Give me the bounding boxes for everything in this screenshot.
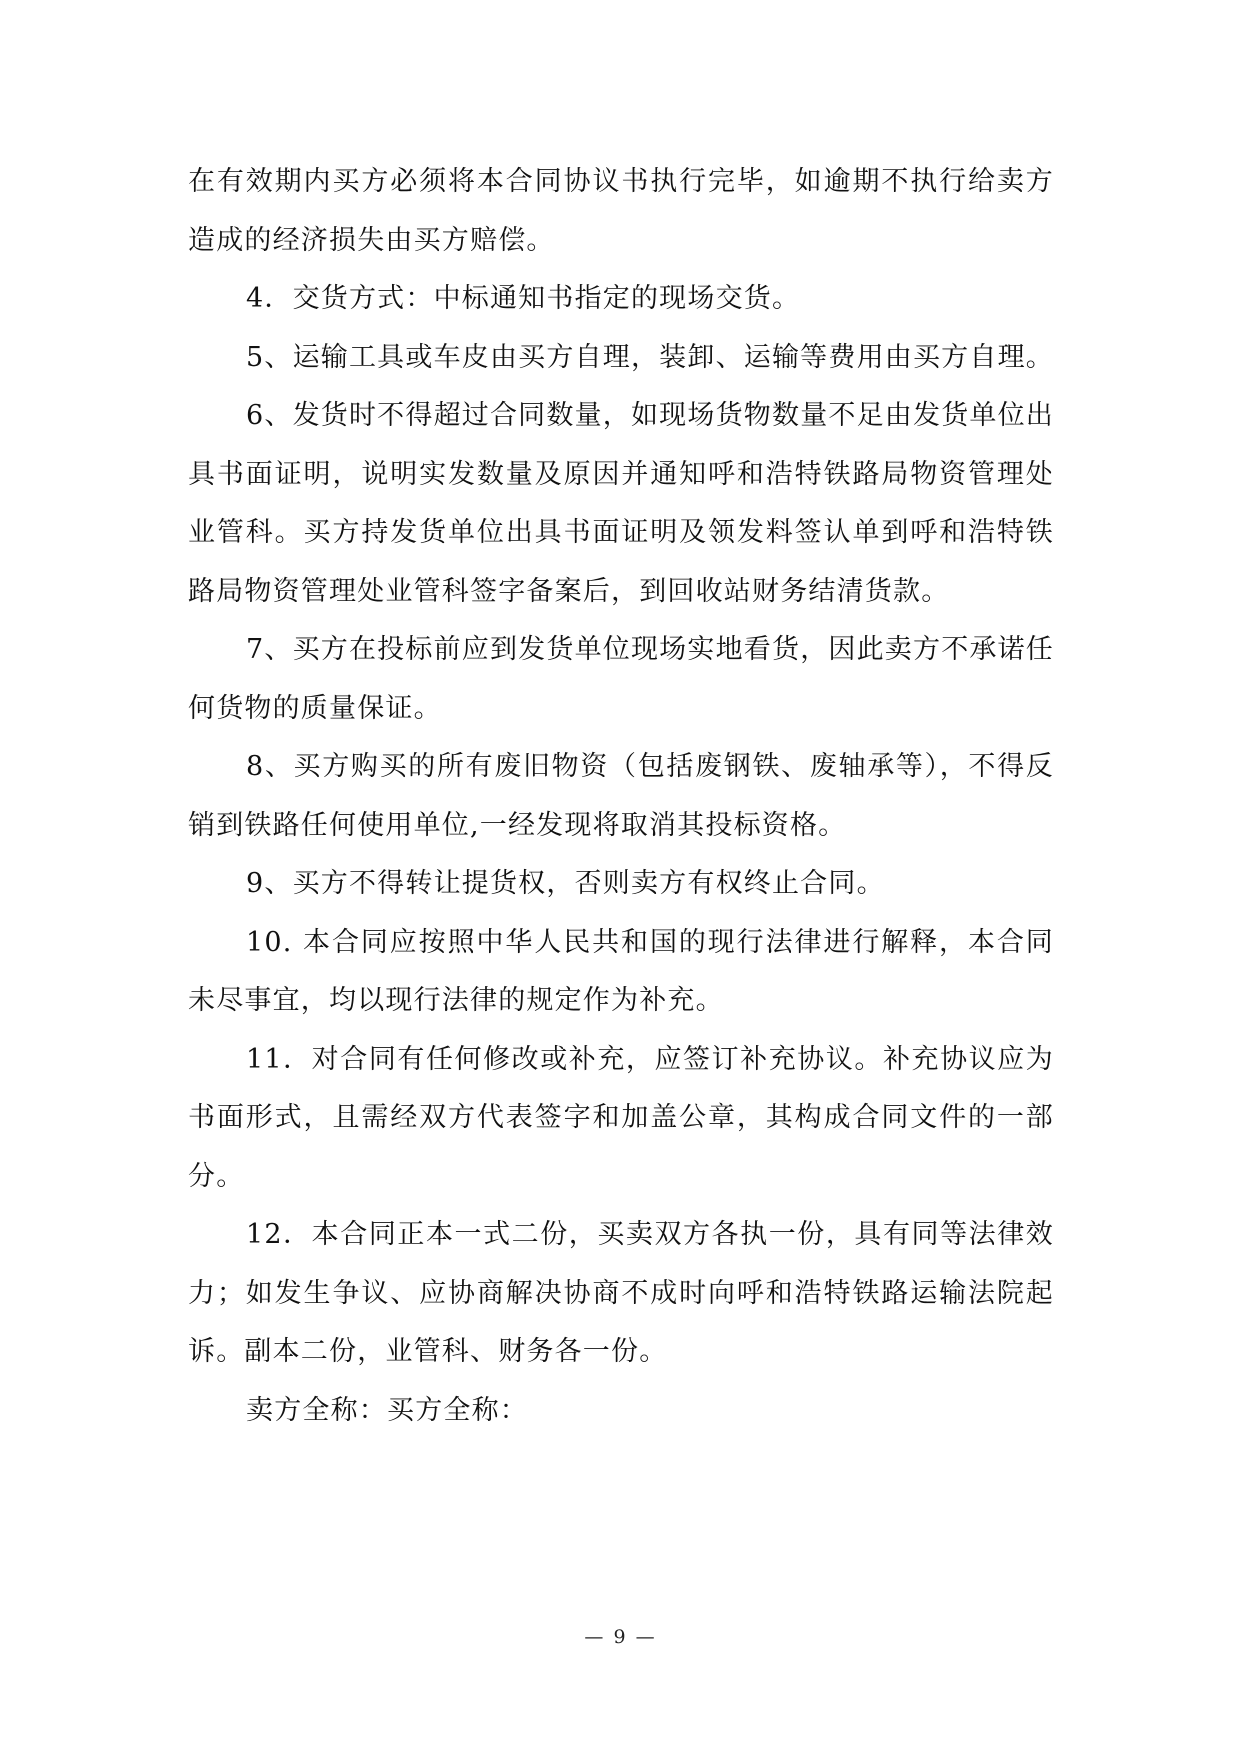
paragraph-party-names: 卖方全称：买方全称： [246, 1394, 528, 1426]
paragraph-clause-12: 12．本合同正本一式二份，买卖双方各执一份，具有同等法律效力；如发生争议、应协商解决协商不成时向呼和浩特铁路运输法院起诉。副本二份，业管科、财务各一份。 [188, 1219, 1054, 1367]
paragraph-clause-6: 6、发货时不得超过合同数量，如现场货物数量不足由发货单位出具书面证明，说明实发数量及原因并通知呼和浩特铁路局物资管理处业管科。买方持发货单位出具书面证明及领发料签认单到呼和浩特铁路局物资管理处业管科签字备案后，到回收站财务结清货款。 [188, 400, 1054, 607]
paragraph-clause-11: 11．对合同有任何修改或补充，应签订补充协议。补充协议应为书面形式，且需经双方代表签字和加盖公章，其构成合同文件的一部分。 [188, 1043, 1054, 1192]
document-body [188, 153, 1054, 1440]
paragraph-clause-5: 5、运输工具或车皮由买方自理，装卸、运输等费用由买方自理。 [246, 341, 1054, 373]
paragraph-clause-7: 7、买方在投标前应到发货单位现场实地看货，因此卖方不承诺任何货物的质量保证。 [188, 634, 1054, 724]
paragraph-clause-4: 4．交货方式：中标通知书指定的现场交货。 [246, 283, 801, 314]
paragraph-clause-10: 10. 本合同应按照中华人民共和国的现行法律进行解释，本合同未尽事宜，均以现行法律的规定作为补充。 [188, 926, 1054, 1016]
paragraph-clause-9: 9、买方不得转让提货权，否则卖方有权终止合同。 [246, 868, 885, 899]
paragraph-clause-8: 8、买方购买的所有废旧物资（包括废钢铁、废轴承等），不得反销到铁路任何使用单位,一经发现将取消其投标资格。 [188, 751, 1054, 841]
page-number: — 9 — [584, 1626, 657, 1648]
paragraph-validity: 在有效期内买方必须将本合同协议书执行完毕，如逾期不执行给卖方造成的经济损失由买方赔偿。 [188, 166, 1054, 256]
